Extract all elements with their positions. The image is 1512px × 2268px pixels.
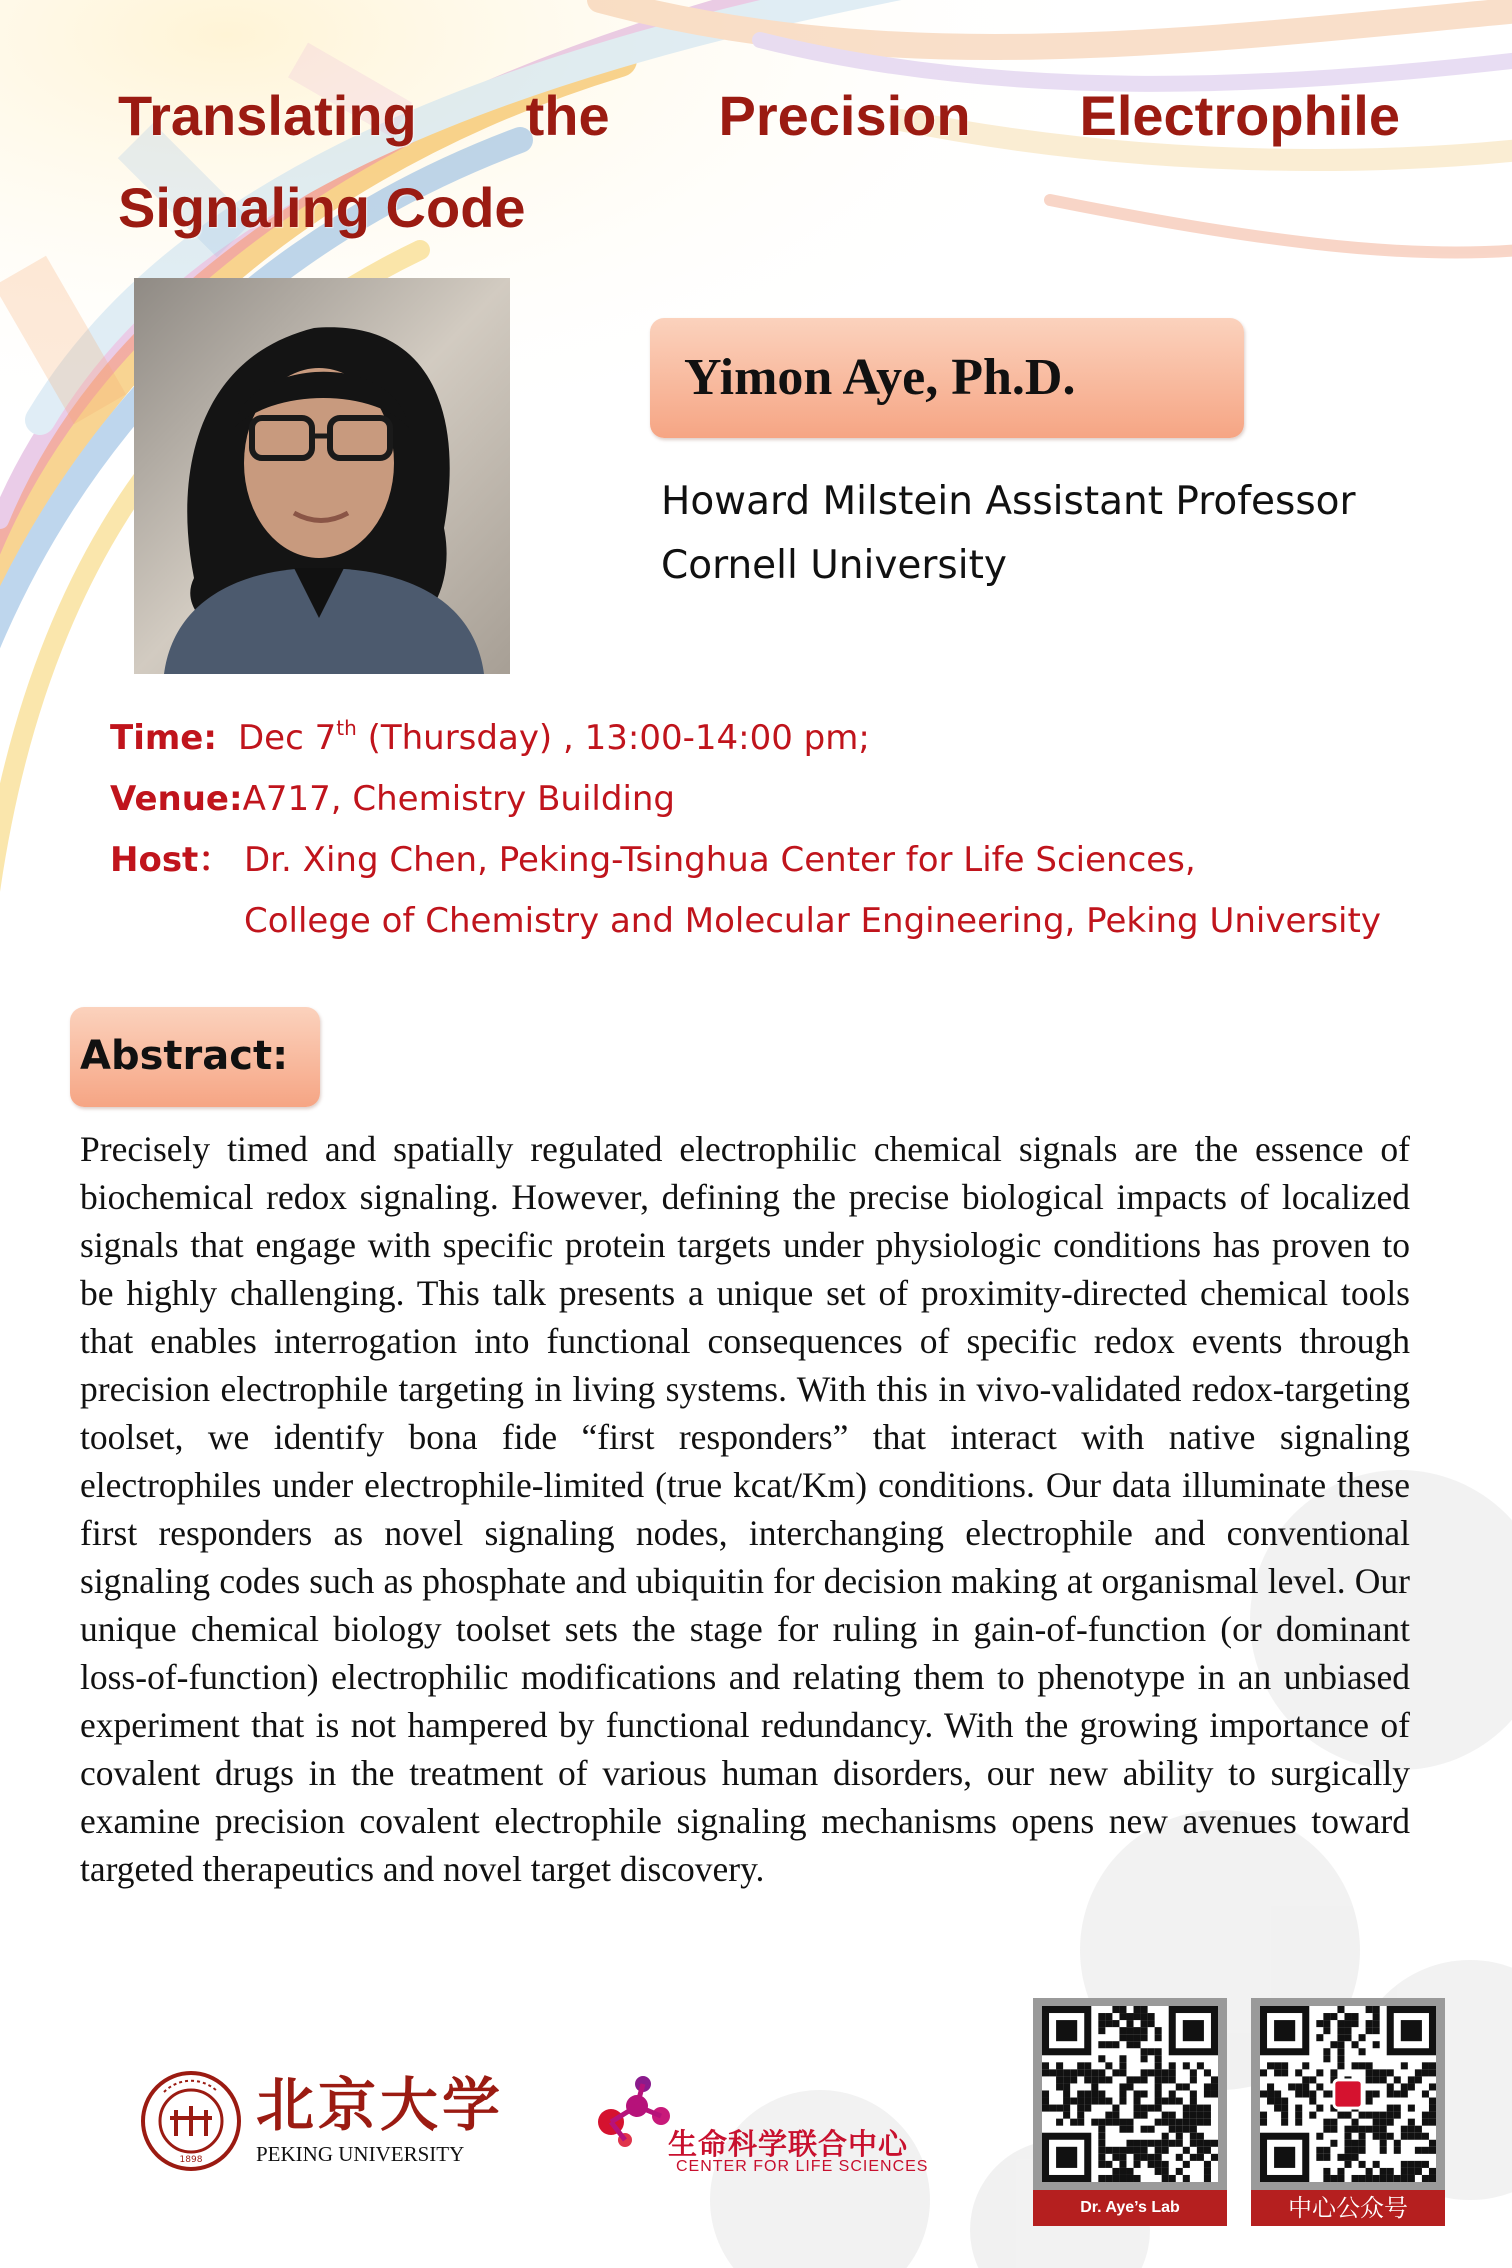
- qr-code-lab[interactable]: [1042, 2006, 1218, 2182]
- speaker-position: Howard Milstein Assistant Professor: [661, 479, 1356, 524]
- talk-title: [118, 70, 1400, 254]
- speaker-affiliation: [661, 470, 1356, 598]
- venue-row: [110, 769, 1381, 830]
- qr-label-center: 中心公众号: [1251, 2190, 1445, 2226]
- host-label: Host：: [110, 840, 233, 880]
- center-for-life-sciences-en: CENTER FOR LIFE SCIENCES: [676, 2158, 929, 2175]
- time-label: Time:: [110, 718, 217, 758]
- venue-label: Venue:: [110, 779, 243, 819]
- time-row: [110, 708, 1381, 769]
- title-word: Electrophile: [1079, 84, 1400, 147]
- peking-university-seal-logo: [140, 2070, 242, 2172]
- speaker-name-box: [650, 318, 1244, 438]
- peking-university-en-logotype: PEKING UNIVERSITY: [256, 2142, 465, 2166]
- title-line-2: Signaling Code: [118, 176, 526, 239]
- speaker-photo: [134, 278, 510, 674]
- center-for-life-sciences-cn: 生命科学联合中心: [668, 2127, 909, 2161]
- host-line-2: College of Chemistry and Molecular Engineering, Peking University: [244, 901, 1381, 941]
- title-word: the: [525, 84, 610, 147]
- event-info: [110, 708, 1381, 952]
- peking-university-cn-logotype: 北京大学: [256, 2071, 505, 2139]
- time-value: Dec 7th (Thursday) , 13:00-14:00 pm;: [238, 716, 870, 758]
- speaker-name: Yimon Aye, Ph.D.: [684, 349, 1076, 406]
- host-line-1: Dr. Xing Chen, Peking-Tsinghua Center for Life Sciences,: [244, 840, 1196, 880]
- host-row: [110, 830, 1381, 891]
- abstract-heading: Abstract:: [80, 1033, 289, 1079]
- speaker-institution: Cornell University: [661, 543, 1007, 588]
- seal-year: 1898: [179, 2155, 203, 2165]
- qr-label-lab: Dr. Aye’s Lab: [1033, 2190, 1227, 2226]
- host-row-2: [110, 891, 1381, 952]
- venue-value: A717, Chemistry Building: [242, 779, 676, 819]
- title-word: Precision: [718, 84, 971, 147]
- abstract-heading-box: [70, 1007, 320, 1107]
- qr-code-center-wechat[interactable]: [1260, 2006, 1436, 2182]
- abstract-text: Precisely timed and spatially regulated electrophilic chemical signals are the essence of biochemical redox signaling. However, defining the precise biological impacts of localized signals that engage with specific protein targets under physiologic conditions has proven to be highly challenging. This talk presents a unique set of proximity-directed chemical tools that enables interrogation into functional consequences of specific redox events through precision electrophile targeting in living systems. With this in vivo-validated redox-targeting toolset, we identify bona fide “first responders” that interact with native signaling electrophiles under electrophile-limited (true kcat/Km) conditions. Our data illuminate these first responders as novel signaling nodes, interchanging electrophile and conventional signaling codes such as phosphate and ubiquitin for decision making at organismal level. Our unique chemical biology toolset sets the stage for ruling in gain-of-function (or dominant loss-of-function) electrophilic modifications and relating them to phenotype in an unbiased experiment that is not hampered by functional redundancy. With the growing importance of covalent drugs in the treatment of various human disorders, our new ability to surgically examine precision covalent electrophile signaling mechanisms opens new avenues toward targeted therapeutics and novel target discovery.: [80, 1129, 1410, 1889]
- title-word: Translating: [118, 84, 417, 147]
- title-line-1: [118, 70, 1400, 162]
